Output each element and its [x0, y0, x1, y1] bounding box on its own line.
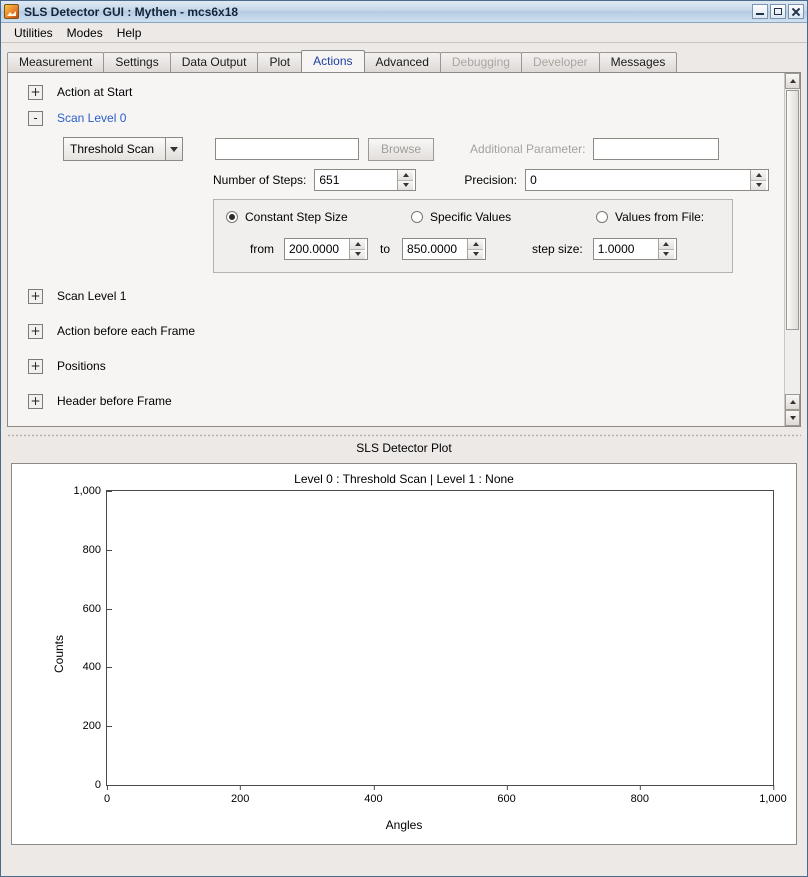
chevron-down-icon[interactable] [165, 138, 182, 160]
section-header-before-frame[interactable] [8, 388, 783, 414]
y-axis-label: Counts [52, 634, 67, 674]
number-of-steps-input[interactable] [315, 170, 397, 190]
stepper-down-icon[interactable] [659, 250, 674, 260]
section-scan-level-0[interactable] [8, 105, 783, 131]
section-label: Scan Level 0 [57, 111, 127, 125]
radio-label: Specific Values [430, 210, 512, 224]
actions-panel [7, 72, 801, 427]
expander-icon[interactable]: + [28, 394, 43, 409]
menu-help[interactable]: Help [116, 25, 142, 40]
section-label: Action at Start [57, 85, 133, 99]
y-tick: 1,000 [73, 485, 107, 497]
number-of-steps-stepper[interactable] [314, 169, 416, 191]
stepper-buttons[interactable] [750, 170, 766, 190]
menu-utilities[interactable]: Utilities [14, 25, 53, 40]
stepper-down-icon[interactable] [398, 181, 413, 191]
precision-input[interactable] [526, 170, 750, 190]
stepper-up-icon[interactable] [350, 239, 365, 250]
plot-area [11, 463, 797, 845]
scan-values-groupbox [213, 199, 733, 273]
stepper-buttons[interactable] [397, 170, 413, 190]
radio-icon[interactable] [596, 211, 608, 223]
section-label: Header before Frame [57, 394, 172, 408]
tab-debugging: Debugging [440, 52, 522, 72]
plot-heading: Level 0 : Threshold Scan | Level 1 : None [294, 472, 514, 486]
plot-axes [73, 485, 787, 805]
stepper-up-icon[interactable] [398, 170, 413, 181]
stepper-up-icon[interactable] [468, 239, 483, 250]
scan-level-0-body [8, 131, 783, 277]
plot-section-title: SLS Detector Plot [356, 441, 452, 455]
title-bar [1, 1, 807, 23]
scroll-up-icon-bottom[interactable] [785, 394, 800, 410]
minimize-icon[interactable] [752, 4, 768, 19]
x-axis-label: Angles [385, 818, 423, 832]
y-tick: 0 [95, 779, 107, 791]
menu-modes[interactable]: Modes [66, 25, 103, 40]
stepper-down-icon[interactable] [468, 250, 483, 260]
section-label: Scan Level 1 [57, 289, 127, 303]
precision-stepper[interactable] [525, 169, 769, 191]
tab-plot[interactable]: Plot [257, 52, 302, 72]
from-label: from [250, 242, 274, 256]
tab-messages[interactable]: Messages [599, 52, 678, 72]
step-size-stepper[interactable] [593, 238, 677, 260]
radio-label: Values from File: [615, 210, 705, 224]
expander-icon[interactable]: + [28, 359, 43, 374]
tab-measurement[interactable]: Measurement [7, 52, 104, 72]
browse-button[interactable]: Browse [368, 138, 434, 161]
actions-panel-content [8, 73, 783, 426]
y-tick: 800 [83, 544, 107, 556]
step-size-input[interactable] [594, 239, 658, 259]
additional-parameter-label: Additional Parameter: [470, 142, 586, 156]
tab-bar [7, 50, 801, 72]
stepper-down-icon[interactable] [751, 181, 766, 191]
section-label: Positions [57, 359, 106, 373]
window-title: SLS Detector GUI : Mythen - mcs6x18 [24, 4, 239, 19]
radio-constant-step-size[interactable] [226, 210, 411, 224]
x-tick: 400 [364, 785, 382, 805]
section-action-at-start[interactable] [8, 79, 783, 105]
section-action-before-each-frame[interactable] [8, 318, 783, 344]
stepper-up-icon[interactable] [659, 239, 674, 250]
close-icon[interactable] [788, 4, 804, 19]
from-input[interactable] [285, 239, 349, 259]
to-input[interactable] [403, 239, 467, 259]
expander-icon[interactable]: + [28, 324, 43, 339]
stepper-buttons[interactable] [658, 239, 674, 259]
y-tick: 200 [83, 720, 107, 732]
precision-label: Precision: [464, 173, 518, 187]
stepper-buttons[interactable] [467, 239, 483, 259]
stepper-buttons[interactable] [349, 239, 365, 259]
tab-settings[interactable]: Settings [103, 52, 170, 72]
expander-icon[interactable]: - [28, 111, 43, 126]
from-stepper[interactable] [284, 238, 368, 260]
section-positions[interactable] [8, 353, 783, 379]
x-tick: 800 [631, 785, 649, 805]
x-tick: 0 [104, 785, 110, 805]
radio-icon[interactable] [226, 211, 238, 223]
tab-advanced[interactable]: Advanced [364, 52, 441, 72]
scroll-up-icon[interactable] [785, 73, 800, 89]
to-label: to [380, 242, 391, 256]
radio-values-from-file[interactable] [596, 210, 704, 224]
app-icon [4, 4, 19, 19]
step-size-label: step size: [532, 242, 583, 256]
menu-bar [1, 23, 807, 43]
scrollbar-thumb[interactable] [786, 90, 799, 330]
radio-icon[interactable] [411, 211, 423, 223]
number-of-steps-label: Number of Steps: [213, 173, 307, 187]
scan-type-combobox[interactable] [63, 137, 183, 161]
tab-data-output[interactable]: Data Output [170, 52, 259, 72]
tab-developer: Developer [521, 52, 600, 72]
tab-actions[interactable]: Actions [301, 50, 364, 72]
to-stepper[interactable] [402, 238, 486, 260]
radio-label: Constant Step Size [245, 210, 348, 224]
y-tick: 600 [83, 603, 107, 615]
radio-specific-values[interactable] [411, 210, 596, 224]
splitter-dots [7, 434, 801, 437]
expander-icon[interactable]: + [28, 85, 43, 100]
additional-parameter-input[interactable] [593, 138, 719, 160]
x-tick: 200 [231, 785, 249, 805]
window-controls [752, 4, 804, 19]
section-scan-level-1[interactable] [8, 283, 783, 309]
y-tick: 400 [83, 661, 107, 673]
section-label: Action before each Frame [57, 324, 196, 338]
splitter-handle[interactable] [7, 431, 801, 440]
expander-icon[interactable]: + [28, 289, 43, 304]
x-tick: 1,000 [759, 785, 787, 805]
vertical-scrollbar[interactable] [784, 73, 800, 426]
stepper-up-icon[interactable] [751, 170, 766, 181]
x-tick: 600 [497, 785, 515, 805]
scroll-down-icon[interactable] [785, 410, 800, 426]
stepper-down-icon[interactable] [350, 250, 365, 260]
maximize-icon[interactable] [770, 4, 786, 19]
script-path-input[interactable] [215, 138, 359, 160]
scan-type-value: Threshold Scan [70, 142, 155, 156]
